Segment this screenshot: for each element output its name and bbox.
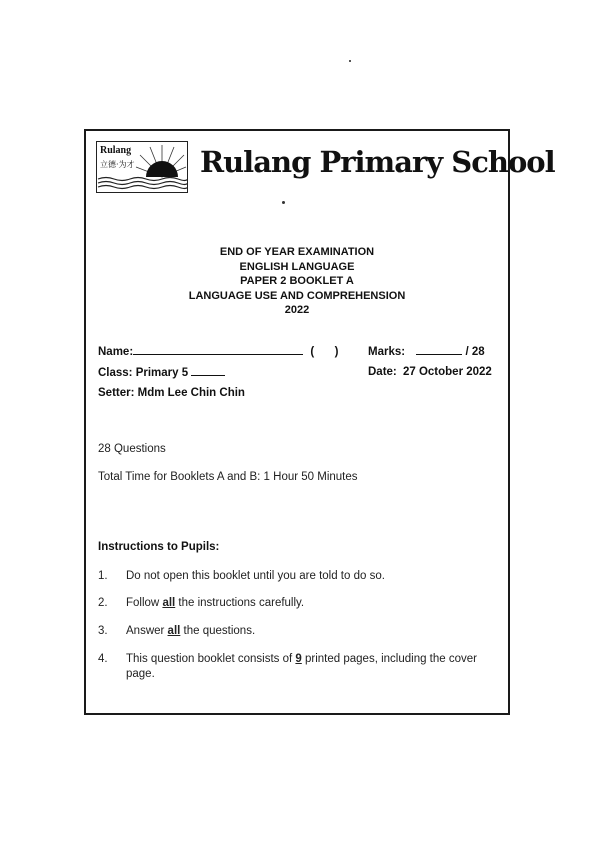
logo-text: Rulang: [100, 145, 132, 156]
instruction-text: Answer all the questions.: [126, 625, 256, 637]
page-speck: [349, 60, 351, 62]
class-field[interactable]: [191, 366, 225, 376]
name-label: Name:: [98, 346, 134, 358]
instruction-number: 3.: [98, 625, 108, 637]
class-label: Class: Primary 5: [98, 367, 189, 379]
name-field[interactable]: [133, 345, 303, 355]
name-row: [98, 345, 338, 358]
exam-title-line: ENGLISH LANGUAGE: [239, 260, 355, 273]
marks-label: Marks:: [368, 346, 406, 358]
question-count: 28 Questions: [98, 443, 166, 455]
register-number-field[interactable]: [317, 346, 331, 355]
date-label: Date:: [368, 366, 397, 378]
register-paren-close: ): [334, 346, 339, 358]
cover-frame: [84, 129, 555, 715]
instruction-text: Follow all the instructions carefully.: [126, 597, 305, 609]
instruction-text: This question booklet consists of 9 printed pages, including the cover page.: [126, 653, 477, 680]
register-paren-open: (: [310, 346, 315, 358]
exam-title-line: 2022: [284, 304, 310, 316]
class-row: [98, 366, 225, 379]
date-row: [368, 366, 492, 378]
exam-title-line: LANGUAGE USE AND COMPREHENSION: [188, 289, 406, 302]
date-value: 27 October 2022: [402, 366, 492, 378]
exam-title-block: [86, 245, 508, 318]
school-name: Rulang Primary School: [200, 145, 555, 179]
exam-title-line: END OF YEAR EXAMINATION: [219, 246, 375, 258]
page-dot: [282, 201, 285, 204]
logo-subtext: 立德·为才: [100, 160, 135, 169]
total-time: Total Time for Booklets A and B: 1 Hour 50 Minutes: [98, 471, 358, 483]
marks-total: / 28: [465, 346, 485, 358]
instruction-number: 4.: [98, 653, 108, 665]
instruction-number: 2.: [98, 597, 108, 609]
marks-row: [368, 345, 485, 358]
marks-field[interactable]: [416, 345, 462, 355]
school-logo: [96, 141, 188, 193]
setter: Setter: Mdm Lee Chin Chin: [98, 387, 245, 399]
instruction-text: Do not open this booklet until you are told to do so.: [126, 570, 385, 582]
instructions-heading: Instructions to Pupils:: [98, 541, 220, 553]
instruction-number: 1.: [98, 570, 108, 582]
exam-title-line: PAPER 2 BOOKLET A: [240, 275, 354, 287]
